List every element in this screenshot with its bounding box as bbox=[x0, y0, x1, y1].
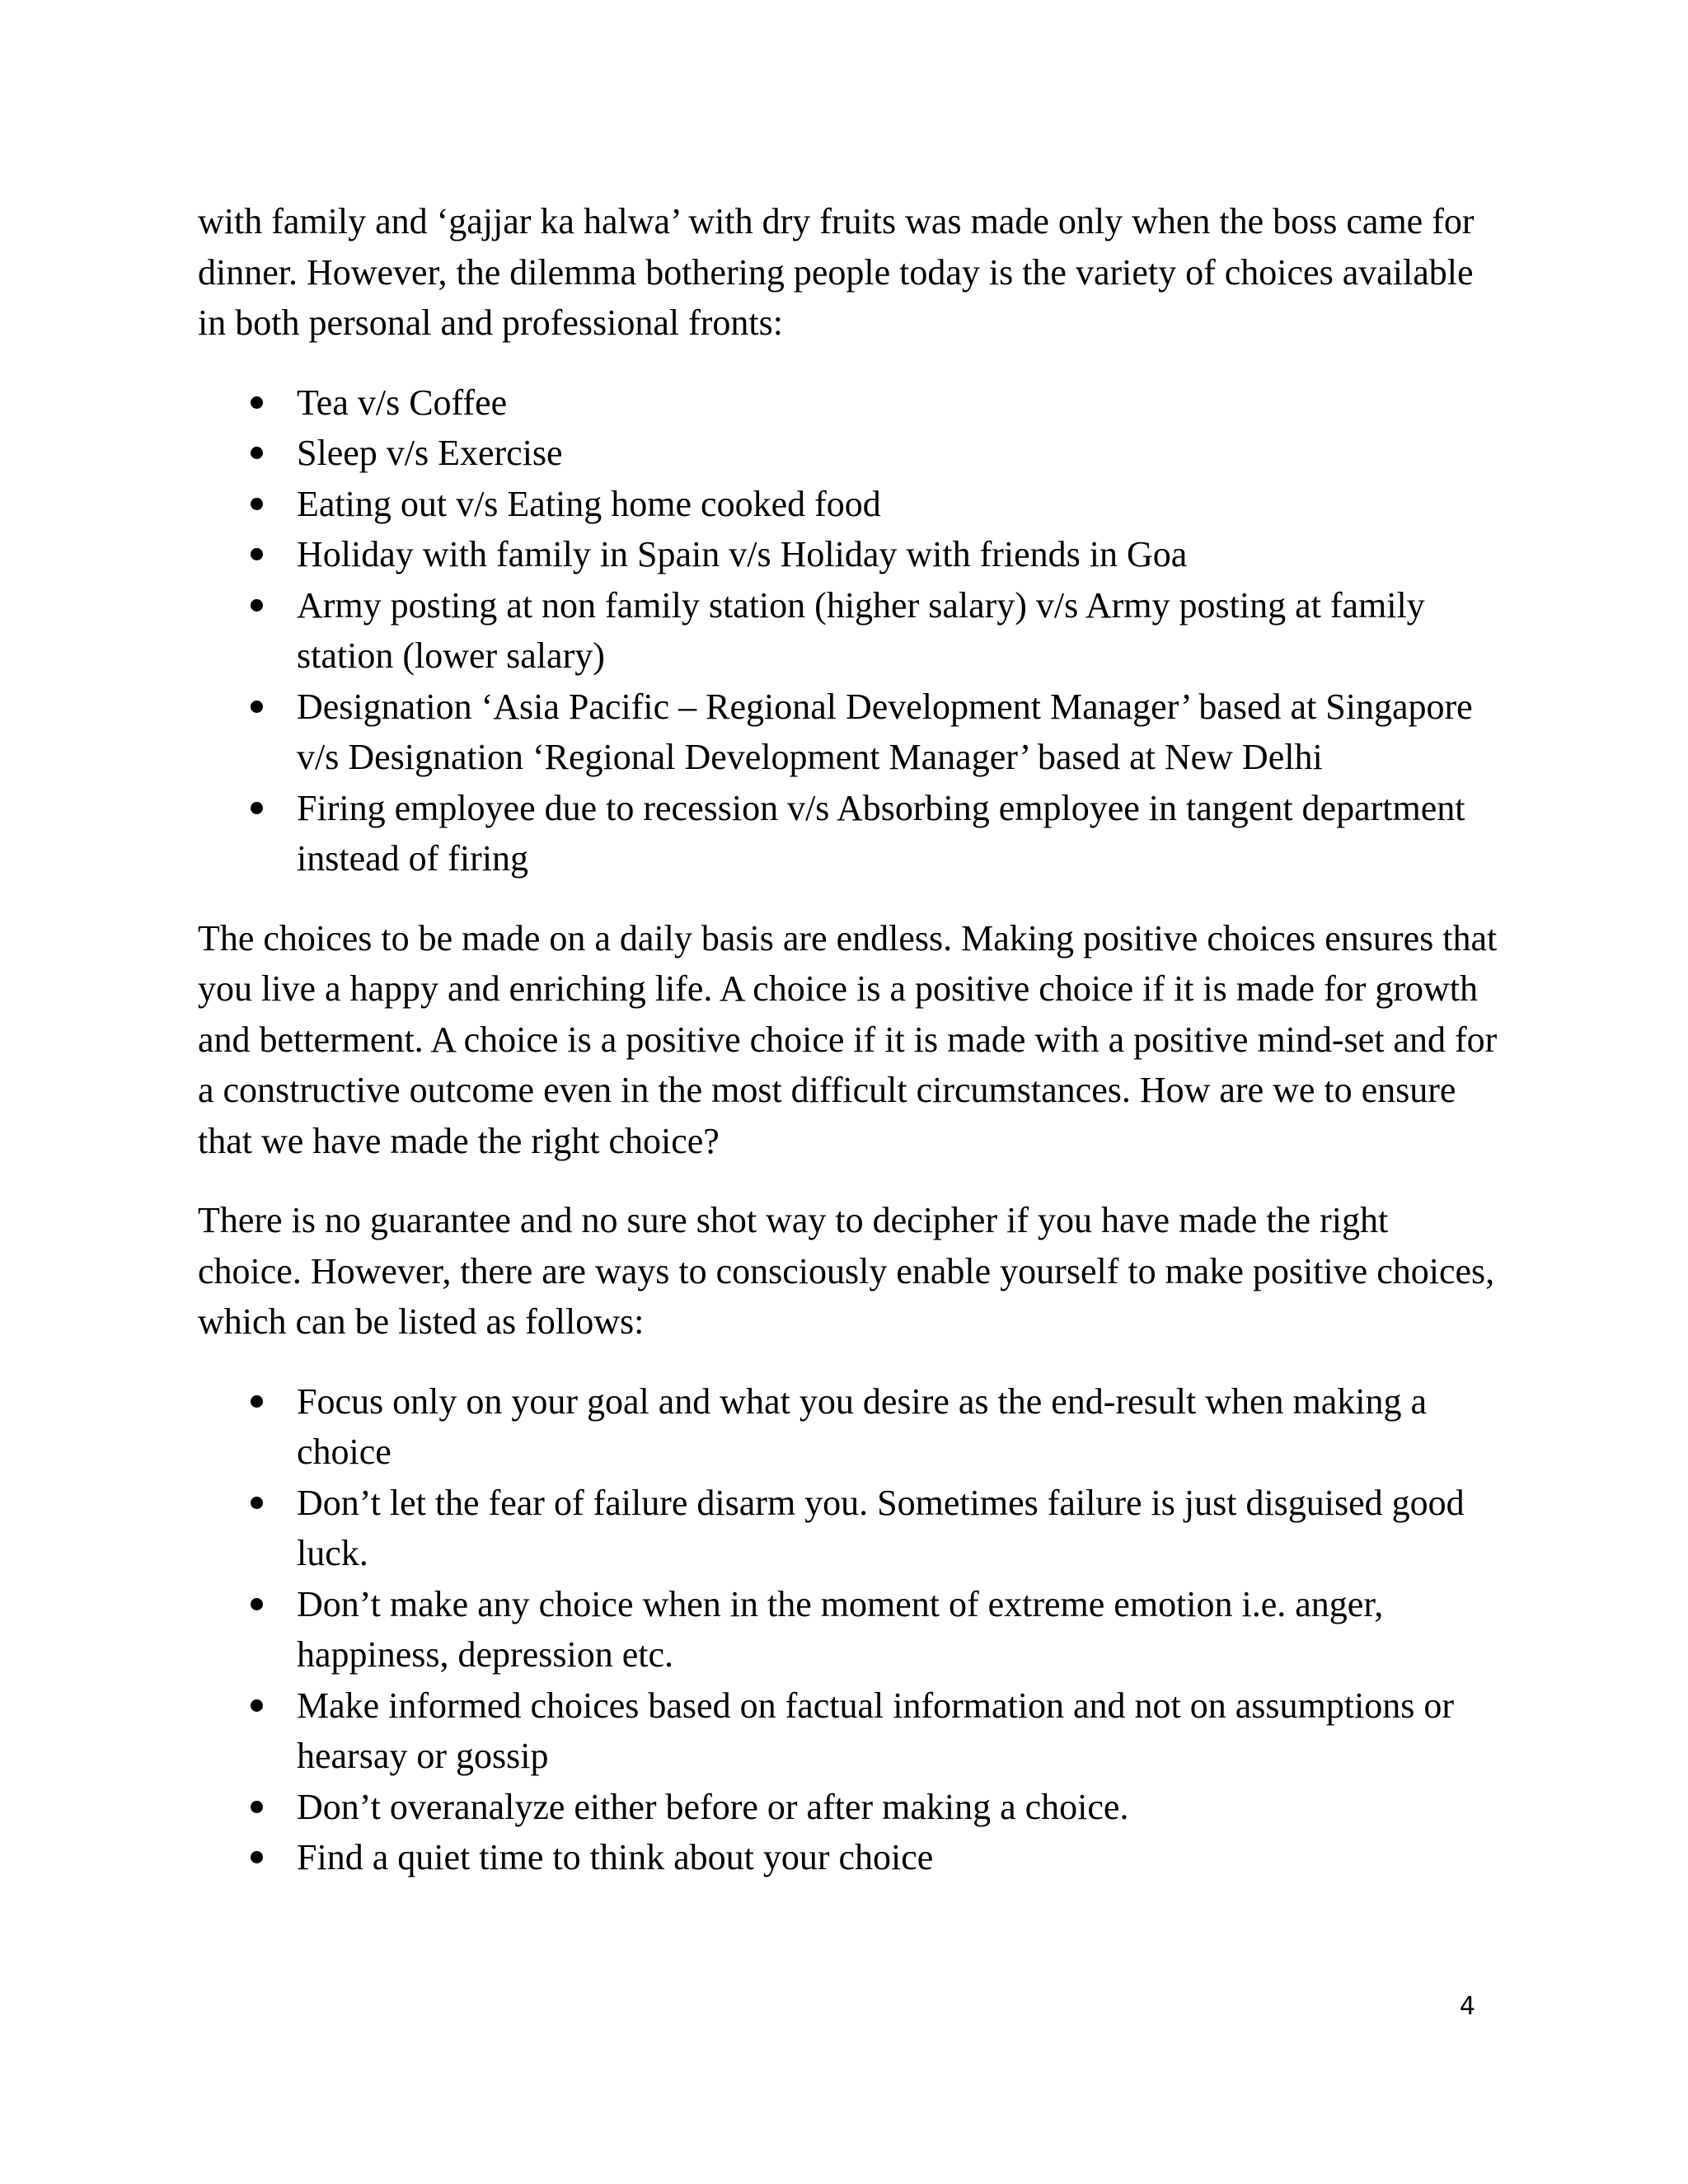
document-page bbox=[198, 196, 1500, 1883]
bullet-icon bbox=[251, 599, 263, 612]
bullet-icon bbox=[251, 548, 263, 560]
list-item bbox=[297, 682, 1500, 783]
list-item bbox=[297, 1376, 1500, 1478]
bullet-icon bbox=[251, 498, 263, 510]
list-item bbox=[297, 1478, 1500, 1579]
paragraph-positive-choices: The choices to be made on a daily basis are endless. Making positive choices ensures that you live a happy and enriching life. A choice is a positive choice if it is made for growth and betterment. A choice is a positive choice if it is made with a positive mind-set and for a constructive outcome even in the most difficult circumstances. How are we to ensure that we have made the right choice? bbox=[198, 917, 1498, 1161]
list-item-text: Make informed choices based on factual information and not on assumptions or hearsay or gossip bbox=[297, 1685, 1454, 1776]
list-item bbox=[297, 479, 1500, 530]
list-item-text: Sleep v/s Exercise bbox=[297, 433, 563, 473]
page-number: 4 bbox=[1459, 1992, 1475, 2021]
list-item-text: Focus only on your goal and what you desire as the end-result when making a choice bbox=[297, 1380, 1428, 1472]
list-item-text: Designation ‘Asia Pacific – Regional Development Manager’ based at Singapore v/s Designation ‘Regional Development Manager’ based at New Delhi bbox=[297, 686, 1473, 777]
bullet-icon bbox=[251, 701, 263, 713]
paragraph-intro: with family and ‘gajjar ka halwa’ with dry fruits was made only when the boss came for dinner. However, the dilemma bothering people today is the variety of choices available in both personal and professional fronts: bbox=[198, 201, 1475, 343]
bullet-icon bbox=[251, 1598, 263, 1610]
list-item-text: Find a quiet time to think about your choice bbox=[297, 1837, 934, 1877]
list-item-text: Don’t let the fear of failure disarm you. Sometimes failure is just disguised good luck. bbox=[297, 1482, 1465, 1573]
list-item-text: Holiday with family in Spain v/s Holiday with friends in Goa bbox=[297, 534, 1188, 574]
choices-list bbox=[198, 377, 1500, 884]
list-item bbox=[297, 783, 1500, 884]
bullet-icon bbox=[251, 1801, 263, 1813]
list-item-text: Firing employee due to recession v/s Absorbing employee in tangent department instead of firing bbox=[297, 787, 1465, 879]
list-item bbox=[297, 1579, 1500, 1680]
list-item bbox=[297, 529, 1500, 580]
list-item bbox=[297, 1782, 1500, 1833]
list-item bbox=[297, 580, 1500, 682]
list-item-text: Don’t make any choice when in the moment of extreme emotion i.e. anger, happiness, depression etc. bbox=[297, 1583, 1384, 1675]
bullet-icon bbox=[251, 1699, 263, 1712]
list-item bbox=[297, 428, 1500, 479]
list-item-text: Tea v/s Coffee bbox=[297, 382, 508, 423]
bullet-icon bbox=[251, 1395, 263, 1408]
list-item-text: Don’t overanalyze either before or after making a choice. bbox=[297, 1786, 1129, 1827]
list-item bbox=[297, 377, 1500, 429]
list-item bbox=[297, 1832, 1500, 1883]
list-item bbox=[297, 1680, 1500, 1782]
bullet-icon bbox=[251, 1851, 263, 1863]
bullet-icon bbox=[251, 1497, 263, 1509]
bullet-icon bbox=[251, 802, 263, 814]
bullet-icon bbox=[251, 396, 263, 409]
paragraph-no-guarantee: There is no guarantee and no sure shot way to decipher if you have made the right choice. However, there are ways to consciously enable yourself to make positive choices, which can be listed as follows: bbox=[198, 1200, 1495, 1342]
list-item-text: Army posting at non family station (higher salary) v/s Army posting at family station (lower salary) bbox=[297, 584, 1425, 676]
list-item-text: Eating out v/s Eating home cooked food bbox=[297, 483, 881, 524]
bullet-icon bbox=[251, 447, 263, 459]
tips-list bbox=[198, 1376, 1500, 1883]
